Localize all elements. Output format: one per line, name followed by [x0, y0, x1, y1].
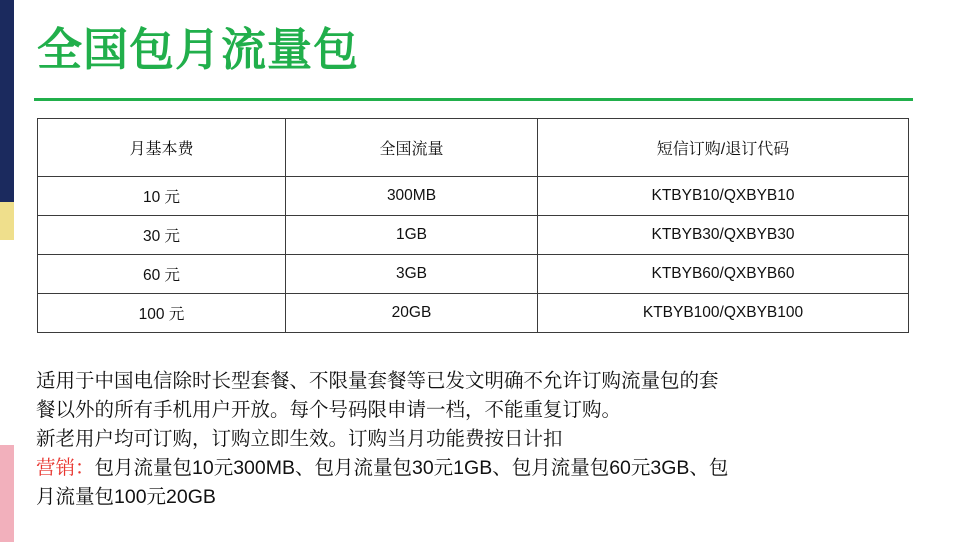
plan-table-container — [37, 118, 908, 333]
notes-line-2: 餐以外的所有手机用户开放。每个号码限申请一档，不能重复订购。 — [36, 399, 622, 421]
edge-bar-white — [0, 240, 14, 445]
column-header-sms-code: 短信订购/退订代码 — [538, 119, 909, 177]
cell-national-data: 1GB — [286, 216, 538, 255]
cell-national-data: 20GB — [286, 294, 538, 333]
cell-monthly-fee: 10 元 — [38, 177, 286, 216]
edge-bar-pink — [0, 445, 14, 542]
notes-block — [36, 367, 936, 512]
table-row — [38, 294, 909, 333]
cell-sms-code: KTBYB30/QXBYB30 — [538, 216, 909, 255]
column-header-monthly-fee: 月基本费 — [38, 119, 286, 177]
cell-sms-code: KTBYB100/QXBYB100 — [538, 294, 909, 333]
marketing-line-1 — [36, 454, 936, 483]
cell-national-data: 300MB — [286, 177, 538, 216]
cell-sms-code: KTBYB60/QXBYB60 — [538, 255, 909, 294]
cell-national-data: 3GB — [286, 255, 538, 294]
plan-table — [37, 118, 909, 333]
marketing-label: 营销： — [36, 457, 95, 479]
table-header-row — [38, 119, 909, 177]
cell-sms-code: KTBYB10/QXBYB10 — [538, 177, 909, 216]
cell-monthly-fee: 100 元 — [38, 294, 286, 333]
notes-line-1: 适用于中国电信除时长型套餐、不限量套餐等已发文明确不允许订购流量包的套 — [36, 370, 719, 392]
marketing-text-1: 包月流量包10元300MB、包月流量包30元1GB、包月流量包60元3GB、包 — [94, 457, 729, 479]
marketing-line-2: 月流量包100元20GB — [36, 486, 216, 508]
table-row — [38, 255, 909, 294]
notes-line-3: 新老用户均可订购，订购立即生效。订购当月功能费按日计扣 — [36, 428, 563, 450]
slide-content — [14, 0, 960, 542]
table-body — [38, 177, 909, 333]
edge-color-bars — [0, 0, 14, 542]
column-header-national-data: 全国流量 — [286, 119, 538, 177]
title-underline — [34, 98, 913, 101]
cell-monthly-fee: 60 元 — [38, 255, 286, 294]
edge-bar-navy — [0, 0, 14, 202]
table-header — [38, 119, 909, 177]
page-title: 全国包月流量包 — [37, 24, 360, 75]
table-row — [38, 177, 909, 216]
edge-bar-gold — [0, 202, 14, 240]
table-row — [38, 216, 909, 255]
cell-monthly-fee: 30 元 — [38, 216, 286, 255]
